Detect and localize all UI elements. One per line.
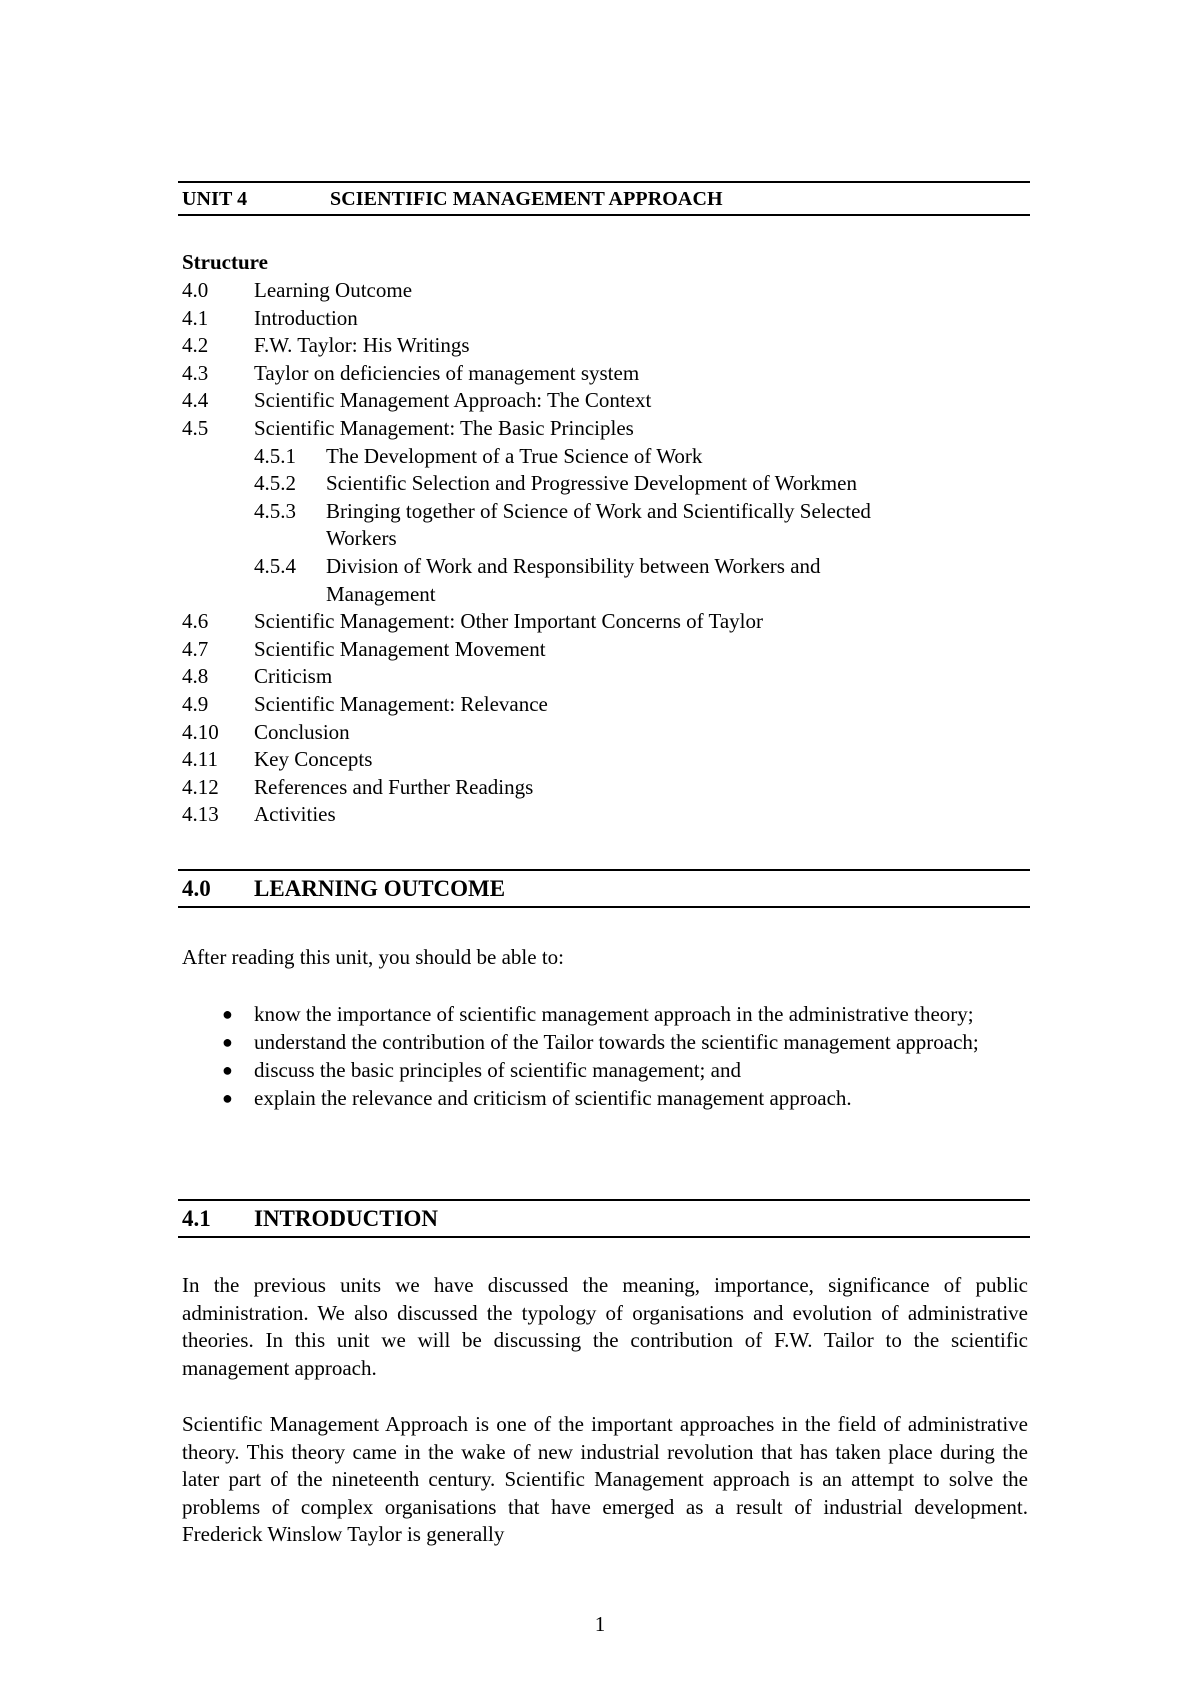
toc-item: 4.12 References and Further Readings [182,774,534,799]
intro-paragraph-2: Scientific Management Approach is one of the important approaches in the field of administrative theory. This theory came in the wake of new industrial revolution that has taken place during the later part of the nineteenth century. Scientific Management approach is an attempt to solve the problems of complex organisations that have emerged as a result of industrial development. Frederick Winslow Taylor is generally [182,1412,1028,1547]
bullet-item: ● explain the relevance and criticism of scientific management approach. [222,1086,852,1110]
intro-paragraph-1: In the previous units we have discussed the meaning, importance, significance of public administration. We also discussed the typology of organisations and evolution of administrative theories. In this unit we will be discussing the contribution of F.W. Tailor to the scientific management approach. [182,1273,1028,1380]
toc-item: 4.8 Criticism [182,664,333,689]
toc-item: 4.0 Learning Outcome [182,278,413,302]
section-heading-introduction: 4.1 INTRODUCTION [182,1206,439,1231]
toc-subitem: 4.5.4 Division of Work and Responsibility between Workers and [254,553,821,578]
toc-item: 4.6 Scientific Management: Other Important Concerns of Taylor [182,609,763,634]
bullet-item: ● discuss the basic principles of scientific management; and [222,1058,741,1082]
bullet-icon: ● [222,1004,233,1024]
toc-item: 4.5 Scientific Management: The Basic Principles [182,415,634,440]
section-bottom-rule [178,906,1030,908]
toc-item: 4.3 Taylor on deficiencies of management system [182,360,640,385]
section-heading-learning-outcome: 4.0 LEARNING OUTCOME [182,876,506,901]
toc-subitem-continuation: Workers [326,526,397,551]
bullet-icon: ● [222,1032,233,1052]
unit-header-bottom-rule [178,214,1030,216]
unit-number: UNIT 4 [182,188,248,210]
section-top-rule [178,1199,1030,1201]
section-top-rule [178,869,1030,871]
bullet-item: ● understand the contribution of the Tailor towards the scientific management approach; [222,1030,979,1054]
toc-item: 4.13 Activities [182,802,336,827]
toc-item: 4.11 Key Concepts [182,747,373,772]
section-bottom-rule [178,1236,1030,1238]
bullet-item: ● know the importance of scientific management approach in the administrative theory; [222,1002,974,1026]
toc-subitem: 4.5.2 Scientific Selection and Progressive Development of Workmen [254,471,857,496]
page-number: 1 [594,1612,606,1636]
toc-subitem-continuation: Management [326,581,436,606]
toc-subitem: 4.5.1 The Development of a True Science of Work [254,443,703,468]
toc-item: 4.2 F.W. Taylor: His Writings [182,333,470,358]
unit-title: SCIENTIFIC MANAGEMENT APPROACH [330,188,723,210]
structure-title: Structure [182,250,268,274]
structure-list [182,277,871,829]
bullet-icon: ● [222,1060,233,1080]
toc-item: 4.7 Scientific Management Movement [182,636,546,661]
toc-item: 4.9 Scientific Management: Relevance [182,691,548,716]
toc-subitem: 4.5.3 Bringing together of Science of Work and Scientifically Selected [254,498,871,523]
unit-header-top-rule [178,181,1030,183]
bullet-icon: ● [222,1088,233,1108]
toc-item: 4.10 Conclusion [182,719,350,744]
toc-item: 4.4 Scientific Management Approach: The Context [182,388,652,413]
learning-outcome-intro: After reading this unit, you should be able to: [182,945,565,969]
toc-item: 4.1 Introduction [182,305,358,330]
unit-heading [182,188,723,211]
learning-outcome-list [178,1000,1030,1112]
